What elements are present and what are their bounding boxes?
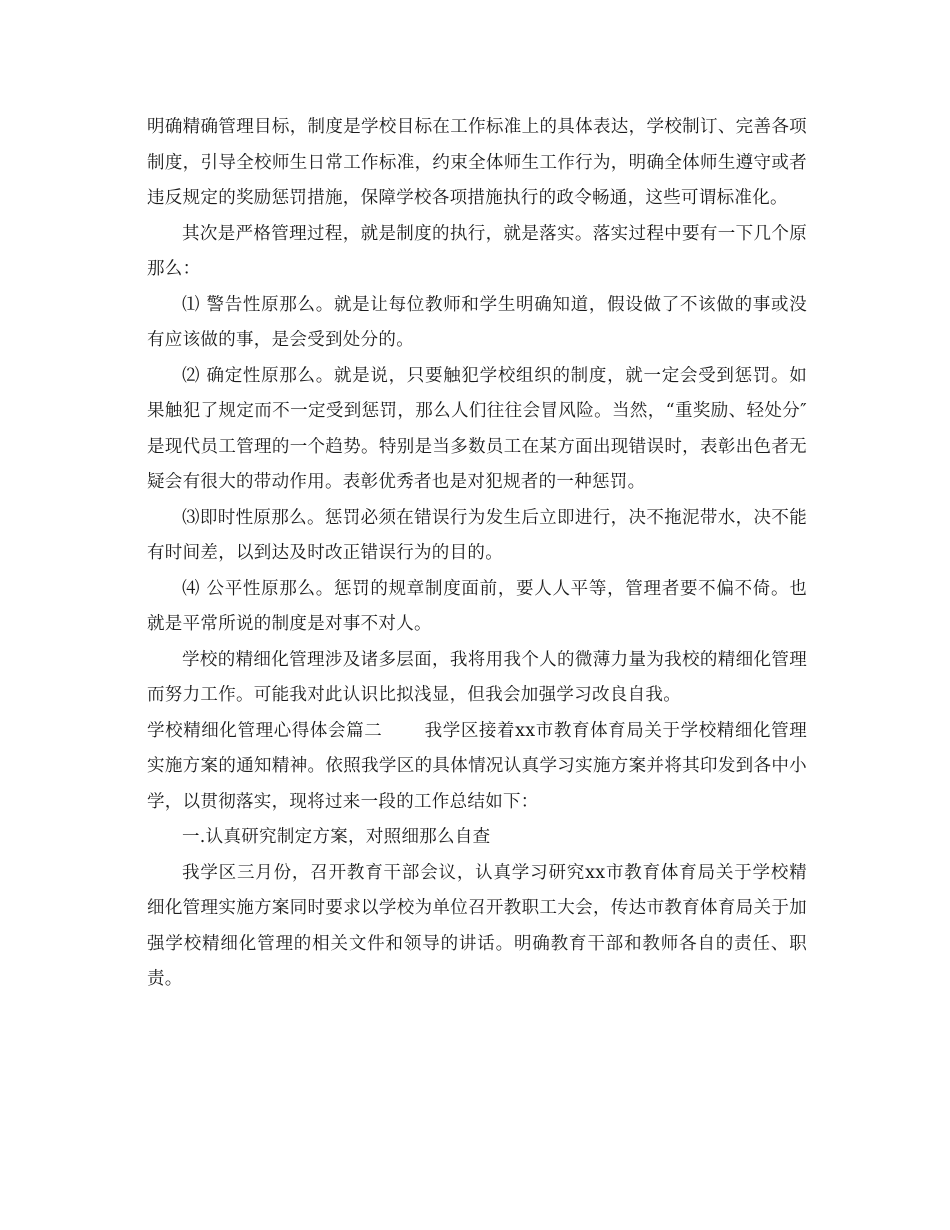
paragraph-certainty-principle: ⑵ 确定性原那么。就是说，只要触犯学校组织的制度，就一定会受到惩罚。如果触犯了规定而不一定受到惩罚，那么人们往往会冒风险。当然，“重奖励、轻处分″是现代员工管理的一个趋势。特别是当多数员工在某方面出现错误时，表彰出色者无疑会有很大的带动作用。表彰优秀者也是对犯规者的一种惩罚。 [147, 365, 807, 492]
paragraph-goals: 明确精确管理目标，制度是学校目标在工作标准上的具体表达，学校制订、完善各项制度，引导全校师生日常工作标准，约束全体师生工作行为，明确全体师生遵守或者违反规定的奖励惩罚措施，保障学校各项措施执行的政令畅通，这些可谓标准化。 [147, 117, 807, 208]
section-two [147, 714, 807, 821]
paragraph-conclusion: 学校的精细化管理涉及诸多层面，我将用我个人的微薄力量为我校的精细化管理而努力工作。可能我对此认识比拟浅显，但我会加强学习改良自我。 [147, 649, 807, 705]
paragraph-march-meeting: 我学区三月份，召开教育干部会议，认真学习研究xx市教育体育局关于学校精细化管理实施方案同时要求以学校为单位召开教职工大会，传达市教育体育局关于加强学校精细化管理的相关文件和领导的讲话。明确教育干部和教师各自的责任、职责。 [147, 862, 807, 989]
section-two-intro: 我学区接着xx市教育体育局关于学校精细化管理实施方案的通知精神。依照我学区的具体情况认真学习实施方案并将其印发到各中小学，以贯彻落实，现将过来一段的工作总结如下： [147, 720, 807, 812]
paragraph-warning-principle: ⑴ 警告性原那么。就是让每位教师和学生明确知道，假设做了不该做的事或没有应该做的事，是会受到处分的。 [147, 294, 807, 350]
paragraph-fairness-principle: ⑷ 公平性原那么。惩罚的规章制度面前，要人人平等，管理者要不偏不倚。也就是平常所说的制度是对事不对人。 [147, 578, 807, 634]
paragraph-process: 其次是严格管理过程，就是制度的执行，就是落实。落实过程中要有一下几个原那么： [147, 223, 807, 279]
section-two-heading: 学校精细化管理心得体会篇二 [147, 720, 383, 741]
paragraph-step-one-heading: 一.认真研究制定方案，对照细那么自查 [182, 827, 491, 847]
document-body [147, 110, 807, 998]
paragraph-immediacy-principle: ⑶即时性原那么。惩罚必须在错误行为发生后立即进行，决不拖泥带水，决不能有时间差，以到达及时改正错误行为的目的。 [147, 507, 807, 563]
